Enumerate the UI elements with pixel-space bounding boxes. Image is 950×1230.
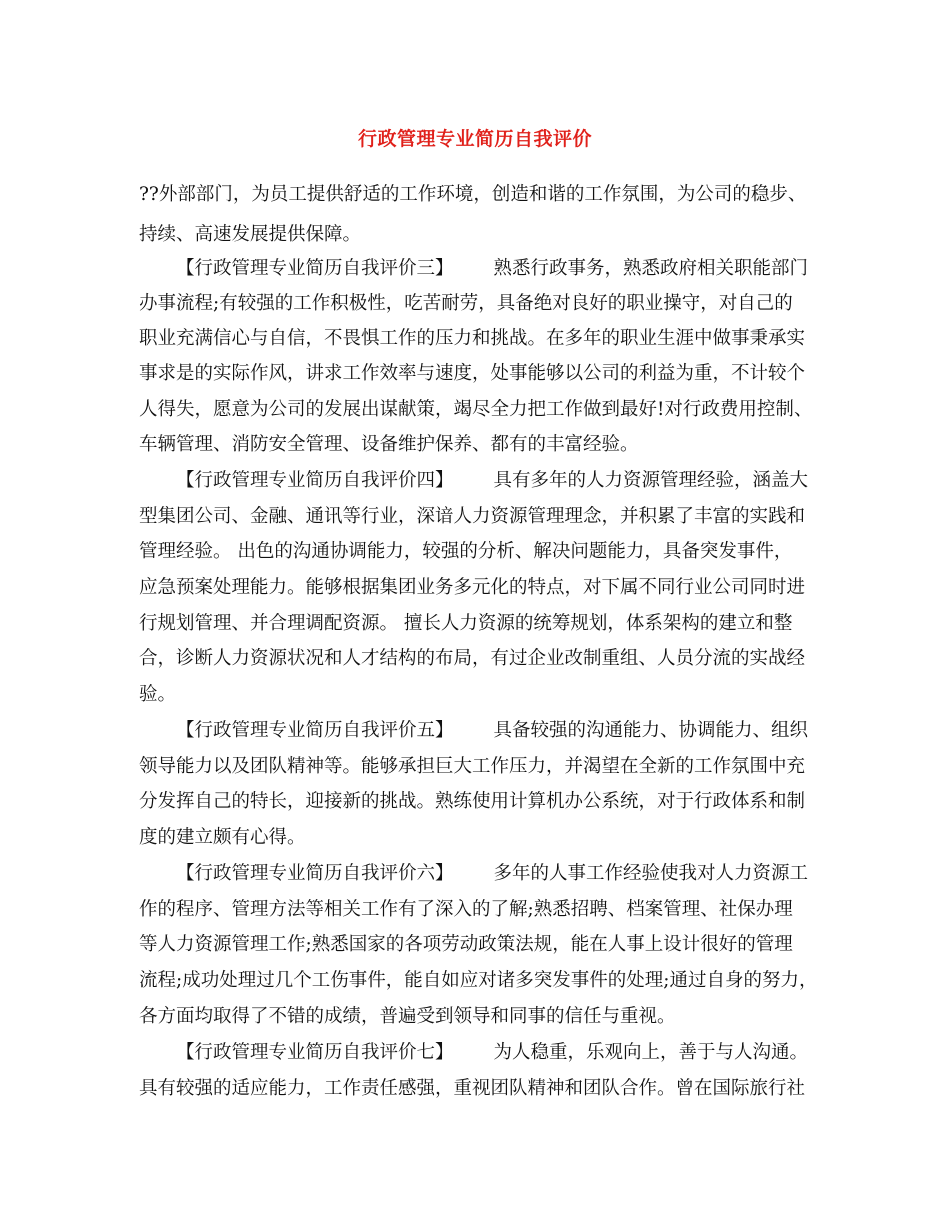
section-heading-line	[176, 469, 829, 493]
text-line: 型集团公司、金融、通讯等行业，深谙人力资源管理理念，并积累了丰富的实践和	[139, 506, 806, 527]
section-heading: 【行政管理专业简历自我评价六】	[176, 863, 454, 884]
text-line: 人得失，愿意为公司的发展出谋献策，竭尽全力把工作做到最好!对行政费用控制、	[139, 399, 813, 420]
section-text: 多年的人事工作经验使我对人力资源工	[493, 863, 809, 884]
text-line: 事求是的实际作风，讲求工作效率与速度，处事能够以公司的利益为重，不计较个	[139, 363, 806, 384]
text-line: 各方面均取得了不错的成绩，普遍受到领导和同事的信任与重视。	[139, 1006, 676, 1027]
text-line: 职业充满信心与自信，不畏惧工作的压力和挑战。在多年的职业生涯中做事秉承实	[139, 328, 806, 349]
text-line: 领导能力以及团队精神等。能够承担巨大工作压力，并渴望在全新的工作氛围中充	[139, 756, 806, 777]
document-title: 行政管理专业简历自我评价	[357, 128, 592, 150]
section-heading: 【行政管理专业简历自我评价三】	[176, 258, 454, 279]
text-line: 办事流程;有较强的工作积极性，吃苦耐劳，具备绝对良好的职业操守，对自己的	[139, 293, 793, 314]
text-line: 管理经验。 出色的沟通协调能力，较强的分析、解决问题能力，具备突发事件，	[139, 541, 793, 562]
text-line: 行规划管理、并合理调配资源。 擅长人力资源的统筹规划，体系架构的建立和整	[139, 613, 793, 634]
text-line: 度的建立颇有心得。	[139, 827, 306, 848]
text-line: 等人力资源管理工作;熟悉国家的各项劳动政策法规，能在人事上设计很好的管理	[139, 934, 793, 955]
section-heading-line	[176, 257, 829, 281]
text-line: 验。	[139, 684, 177, 705]
text-line: 持续、高速发展提供保障。	[139, 224, 362, 245]
text-line: 流程;成功处理过几个工伤事件，能自如应对诸多突发事件的处理;通过自身的努力，	[139, 970, 818, 991]
text-line: ??外部部门，为员工提供舒适的工作环境，创造和谐的工作氛围，为公司的稳步、	[139, 184, 807, 205]
section-heading: 【行政管理专业简历自我评价四】	[176, 470, 454, 491]
text-line: 具有较强的适应能力，工作责任感强，重视团队精神和团队合作。曾在国际旅行社	[139, 1078, 806, 1099]
section-heading-line	[176, 862, 829, 886]
text-line: 合，诊断人力资源状况和人才结构的布局，有过企业改制重组、人员分流的实战经	[139, 648, 806, 669]
section-text: 为人稳重，乐观向上，善于与人沟通。	[493, 1042, 809, 1063]
section-heading: 【行政管理专业简历自我评价七】	[176, 1042, 454, 1063]
section-heading: 【行政管理专业简历自我评价五】	[176, 720, 454, 741]
text-line: 车辆管理、消防安全管理、设备维护保养、都有的丰富经验。	[139, 434, 639, 455]
section-text: 熟悉行政事务，熟悉政府相关职能部门	[493, 258, 809, 279]
section-text: 具备较强的沟通能力、协调能力、组织	[493, 720, 809, 741]
section-text: 具有多年的人力资源管理经验，涵盖大	[493, 470, 809, 491]
section-heading-line	[176, 719, 829, 743]
text-line: 应急预案处理能力。能够根据集团业务多元化的特点，对下属不同行业公司同时进	[139, 577, 806, 598]
text-line: 作的程序、管理方法等相关工作有了深入的了解;熟悉招聘、档案管理、社保办理	[139, 899, 793, 920]
text-line: 分发挥自己的特长，迎接新的挑战。熟练使用计算机办公系统，对于行政体系和制	[139, 791, 806, 812]
section-heading-line	[176, 1041, 829, 1065]
